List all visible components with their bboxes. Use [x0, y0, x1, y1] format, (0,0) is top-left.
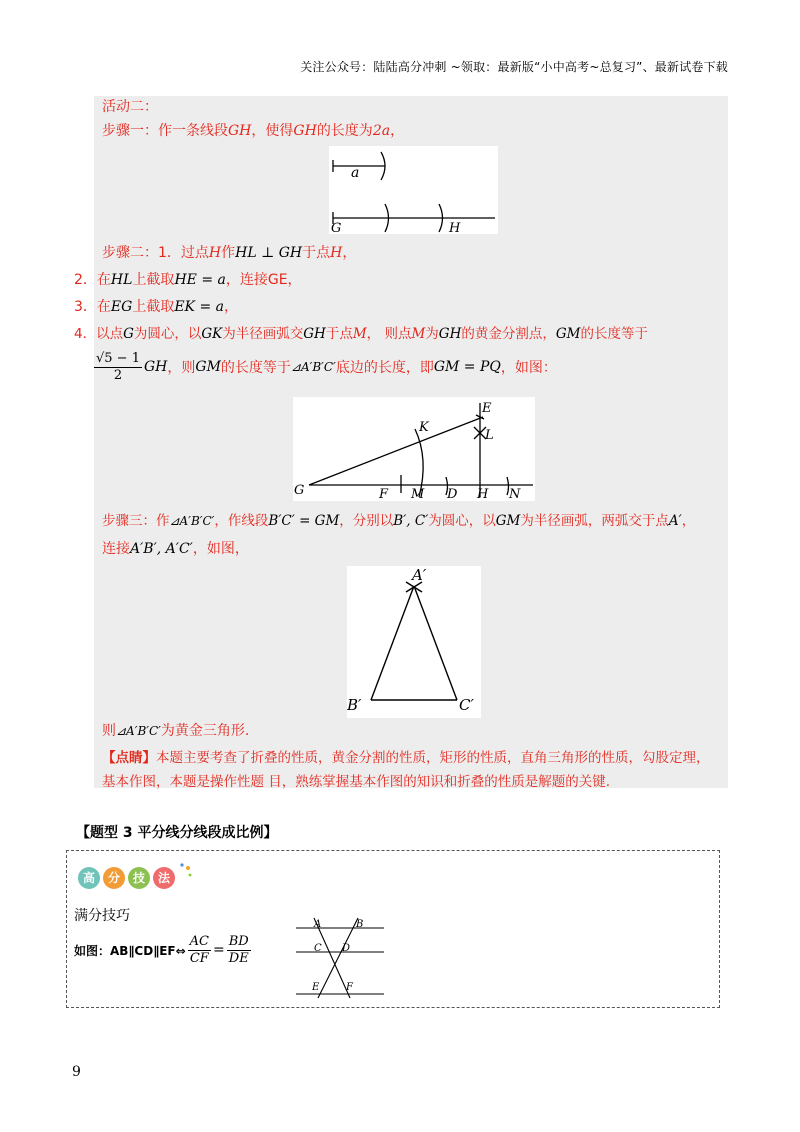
fig2-label-e: E — [482, 401, 492, 416]
golden-section-figure — [293, 397, 535, 501]
fig4-label-b: B — [356, 919, 364, 930]
step3-t5: 为半径画弧，两弧交于点 — [520, 513, 669, 529]
conclusion-line — [102, 721, 249, 741]
formula-equals: = — [213, 942, 225, 958]
step2-l4-gm: GM — [555, 326, 581, 342]
fig2-label-m: M — [411, 487, 425, 501]
step1-gh2: GH — [293, 123, 317, 139]
step2-l2-mid: 上截取 — [132, 272, 175, 288]
step2-l5-t3: 底边的长度，即 — [335, 360, 434, 376]
step1-line — [102, 121, 404, 141]
step2-l5-t1: ，则 — [167, 360, 196, 376]
step1-end: ， — [390, 123, 405, 139]
step2-l2-end: ，连接GE， — [225, 272, 302, 288]
fig4-label-a: A — [314, 919, 322, 930]
formula-frac2-den: DE — [228, 950, 249, 966]
step2-l5-gh: GH — [143, 359, 168, 375]
golden-frac-num: √5 − 1 — [96, 350, 140, 366]
step1-val: 2a — [372, 123, 391, 139]
step3-l2-ab: A′B′, A′C′ — [130, 541, 193, 557]
badge-char-2: 分 — [103, 867, 125, 889]
step2-l3-end: ， — [223, 299, 238, 315]
fig4-label-c: C — [314, 943, 322, 954]
proportion-formula — [74, 930, 251, 970]
step2-l4-t3: 为半径画弧交 — [222, 326, 304, 342]
step1-suffix: 的长度为 — [316, 123, 373, 139]
step2-l4-gk: GK — [201, 326, 223, 342]
step2-l5-gm: GM — [195, 359, 221, 375]
fig3-label-b: B′ — [347, 696, 362, 714]
step2-l3-mid: 上截取 — [132, 299, 175, 315]
step1-gh: GH — [228, 123, 252, 139]
step2-l4-m: M — [352, 326, 367, 342]
fig1-label-a: a — [351, 165, 360, 181]
formula-frac-right — [227, 934, 251, 967]
step2-num2: 2． — [74, 272, 97, 288]
step3-l2-end: ，如图， — [192, 541, 249, 557]
step2-hl-perp: HL ⊥ GH — [235, 245, 303, 261]
step2-prefix: 步骤二：1．过点 — [102, 245, 209, 261]
step2-l4-gh2: GH — [438, 326, 462, 342]
step3-t2: ，作线段 — [214, 513, 269, 529]
formula-frac1-num: AC — [189, 933, 209, 949]
badge-char-4: 法 — [153, 867, 175, 889]
conclusion-t2: 为黄金三角形. — [160, 723, 250, 739]
step2-l5-t2: 的长度等于 — [220, 360, 291, 376]
step2-l2-hl: HL — [110, 272, 133, 288]
fig2-label-n: N — [509, 487, 521, 501]
fig2-label-h: H — [477, 487, 489, 501]
step2-l4-m2: M — [411, 326, 426, 342]
step2-l2-he: HE = a — [174, 272, 226, 288]
step2-mid2: 于点 — [302, 245, 331, 261]
step3-a: A′ — [668, 513, 682, 529]
step2-point-h: H — [208, 245, 222, 261]
step3-line2 — [102, 539, 249, 559]
step2-l4-gh: GH — [303, 326, 326, 342]
step2-l3-eg: EG — [110, 299, 133, 315]
step2-l4-t8: 的长度等于 — [580, 326, 648, 342]
formula-prefix: 如图：AB∥CD∥EF⇔ — [74, 943, 186, 958]
step3-bc2: B′, C′ — [393, 513, 429, 529]
fig2-label-l: L — [485, 428, 494, 443]
formula-frac-left — [188, 934, 211, 967]
fig3-label-c: C′ — [459, 696, 474, 714]
step2-l4-t5: ， 则点 — [366, 326, 412, 342]
step1-prefix: 步骤一：作一条线段 — [102, 123, 228, 139]
step2-mid1: 作 — [221, 245, 236, 261]
step2-l4-t2: 为圆心，以 — [133, 326, 202, 342]
comment-line1 — [102, 748, 710, 768]
step2-num3: 3． — [74, 299, 97, 315]
fig2-label-d: D — [447, 487, 458, 501]
page-number: 9 — [72, 1064, 81, 1080]
fig1-label-h: H — [449, 221, 461, 234]
formula-frac2-num: BD — [228, 933, 249, 949]
step2-l4-t6: 为 — [425, 326, 439, 342]
step2-line1 — [102, 243, 356, 263]
step1-mid: ，使得 — [251, 123, 294, 139]
step2-l5-t4: ，如图： — [500, 360, 557, 376]
golden-frac-den: 2 — [113, 367, 123, 383]
step2-l4-t4: 于点 — [325, 326, 353, 342]
step2-line5 — [94, 346, 557, 388]
step2-end: ， — [342, 245, 357, 261]
fig4-label-f: F — [346, 982, 353, 993]
fig2-label-k: K — [419, 420, 429, 435]
badge-char-3: 技 — [128, 867, 150, 889]
golden-ratio-fraction — [94, 351, 142, 384]
fig4-label-e: E — [312, 982, 320, 993]
skill-title: 满分技巧 — [74, 908, 130, 924]
step3-l2-t1: 连接 — [102, 541, 130, 557]
step2-l5-eq: GM = PQ — [433, 359, 501, 375]
comment-text1: 本题主要考查了折叠的性质，黄金分割的性质，矩形的性质，直角三角形的性质，勾股定理， — [156, 750, 710, 766]
step2-l4-t7: 的黄金分割点， — [461, 326, 556, 342]
step2-l4-t1: 以点 — [96, 326, 124, 342]
step3-tri: ⊿A′B′C′ — [169, 514, 215, 528]
conclusion-t1: 则 — [102, 723, 116, 739]
step2-l4-g: G — [123, 326, 134, 342]
step2-l5-tri: ⊿A′B′C′ — [290, 360, 336, 374]
step3-line1 — [102, 511, 695, 531]
step2-point-h2: H — [330, 245, 343, 261]
step2-l2-pre: 在 — [96, 272, 111, 288]
step3-t3: ，分别以 — [339, 513, 394, 529]
step3-t1: 步骤三：作 — [102, 513, 170, 529]
step3-gm: GM — [495, 513, 521, 529]
step3-end: ， — [681, 513, 696, 529]
parallel-lines-figure — [294, 914, 386, 1000]
step2-l3-ek: EK = a — [174, 299, 224, 315]
fig3-label-a: A′ — [412, 566, 427, 584]
fig1-label-g: G — [331, 221, 342, 234]
badge-char-1: 高 — [78, 867, 100, 889]
conclusion-tri: ⊿A′B′C′ — [116, 724, 161, 738]
step2-num4: 4． — [74, 326, 97, 342]
step3-bc: B′C′ = GM — [268, 513, 340, 529]
fig2-label-g: G — [294, 483, 305, 498]
segment-construction-figure — [329, 146, 498, 234]
step2-line2 — [74, 270, 302, 290]
activity-title: 活动二： — [102, 99, 158, 115]
fig4-label-d: D — [342, 943, 351, 954]
comment-line2: 基本作图，本题是操作性题 目，熟练掌握基本作图的知识和折叠的性质是解题的关键. — [102, 774, 611, 790]
tips-badge — [76, 862, 194, 894]
formula-frac1-den: CF — [189, 950, 209, 966]
step2-line4 — [74, 324, 648, 344]
golden-triangle-figure — [347, 566, 481, 718]
step2-l3-pre: 在 — [96, 299, 111, 315]
step2-line3 — [74, 297, 238, 317]
section-title: 【题型 3 平分线分线段成比例】 — [76, 825, 278, 841]
page-header: 关注公众号：陆陆高分冲刺 ~领取：最新版“小中高考~总复习”、最新试卷下载 — [300, 60, 728, 74]
step3-t4: 为圆心，以 — [428, 513, 496, 529]
comment-tag: 【点睛】 — [102, 750, 156, 766]
fig2-label-f: F — [379, 487, 389, 501]
